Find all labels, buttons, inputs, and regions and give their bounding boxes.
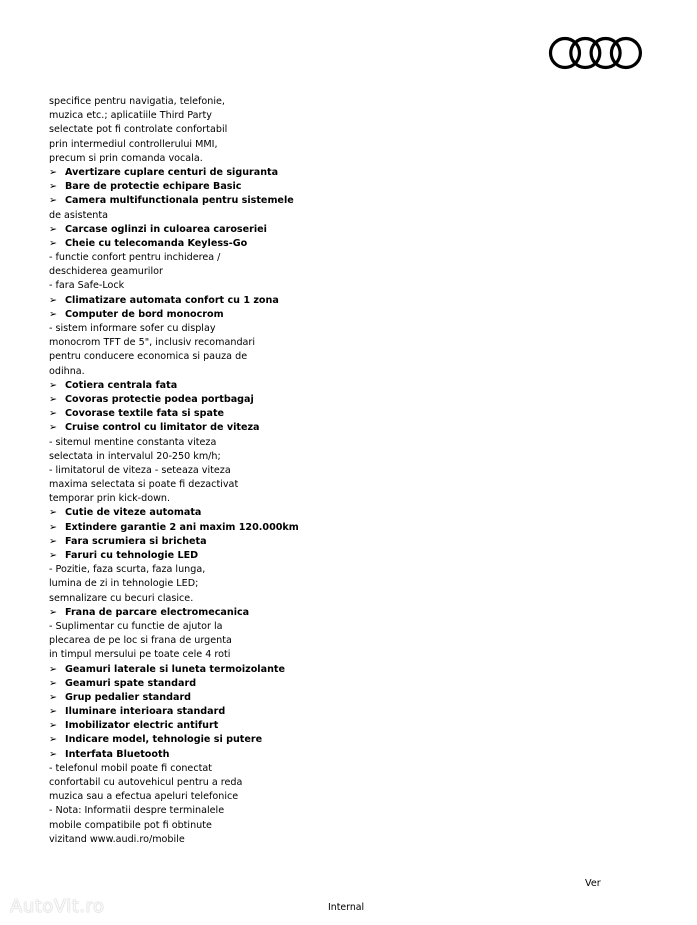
equipment-bullet-item: [49, 606, 379, 620]
description-line: selectate pot fi controlate confortabil: [49, 124, 228, 136]
description-line: - limitatorul de viteza - seteaza viteza: [49, 464, 231, 476]
equipment-list: [49, 95, 379, 847]
arrow-bullet-icon: ➢: [49, 748, 58, 760]
description-line: - sistem informare sofer cu display: [49, 323, 216, 334]
equipment-bullet-label: Faruri cu tehnologie LED: [65, 550, 199, 561]
arrow-bullet-icon: ➢: [49, 166, 58, 178]
equipment-bullet-label: Avertizare cuplare centuri de siguranta: [65, 166, 279, 178]
description-line: maxima selectata si poate fi dezactivat: [49, 479, 239, 491]
equipment-bullet-item: [49, 748, 379, 762]
equipment-bullet-item: [49, 393, 379, 407]
equipment-bullet-label: Cutie de viteze automata: [65, 507, 202, 519]
equipment-bullet-item: [49, 407, 379, 421]
equipment-bullet-item: [49, 421, 379, 435]
audi-logo: [548, 35, 643, 71]
description-line: - fara Safe-Lock: [49, 280, 125, 292]
arrow-bullet-icon: ➢: [49, 422, 58, 434]
description-line: muzica sau a efectua apeluri telefonice: [49, 791, 239, 803]
description-line: deschiderea geamurilor: [49, 266, 163, 278]
description-line: semnalizare cu becuri clasice.: [49, 592, 194, 604]
equipment-bullet-item: [49, 663, 379, 677]
arrow-bullet-icon: ➢: [49, 691, 58, 703]
equipment-bullet-item: [49, 719, 379, 733]
arrow-bullet-icon: ➢: [49, 720, 58, 732]
description-line: plecarea de pe loc si frana de urgenta: [49, 635, 232, 647]
equipment-bullet-label: Fara scrumiera si bricheta: [65, 535, 207, 547]
description-line: - functie confort pentru inchiderea /: [49, 252, 221, 264]
arrow-bullet-icon: ➢: [49, 606, 58, 618]
description-line: monocrom TFT de 5", inclusiv recomandari: [49, 337, 256, 349]
description-line: precum si prin comanda vocala.: [49, 152, 203, 164]
equipment-bullet-item: [49, 733, 379, 747]
equipment-bullet-item: [49, 521, 379, 535]
equipment-bullet-label: Geamuri laterale si luneta termoizolante: [65, 663, 285, 675]
equipment-bullet-label: Cruise control cu limitator de viteza: [65, 422, 260, 434]
equipment-bullet-item: [49, 677, 379, 691]
equipment-bullet-item: [49, 180, 379, 194]
equipment-bullet-label: Grup pedalier standard: [65, 691, 192, 703]
equipment-bullet-label: Cotiera centrala fata: [65, 379, 178, 391]
arrow-bullet-icon: ➢: [49, 237, 58, 249]
watermark: AutoVit.ro: [10, 896, 105, 917]
equipment-bullet-label: Indicare model, tehnologie si putere: [65, 734, 263, 746]
equipment-bullet-label: Imobilizator electric antifurt: [65, 720, 219, 732]
arrow-bullet-icon: ➢: [49, 294, 58, 306]
description-line: prin intermediul controllerului MMI,: [49, 138, 218, 150]
arrow-bullet-icon: ➢: [49, 195, 58, 207]
arrow-bullet-icon: ➢: [49, 663, 58, 675]
description-line: de asistenta: [49, 209, 108, 221]
description-line: lumina de zi in tehnologie LED;: [49, 578, 199, 590]
arrow-bullet-icon: ➢: [49, 393, 58, 405]
equipment-bullet-item: [49, 549, 379, 563]
arrow-bullet-icon: ➢: [49, 550, 58, 561]
equipment-bullet-item: [49, 294, 379, 308]
equipment-bullet-item: [49, 535, 379, 549]
description-line: confortabil cu autovehicul pentru a reda: [49, 777, 243, 788]
arrow-bullet-icon: ➢: [49, 677, 58, 689]
equipment-bullet-label: Bare de protectie echipare Basic: [65, 181, 242, 193]
description-line: selectata in intervalul 20-250 km/h;: [49, 450, 221, 462]
description-line: vizitand www.audi.ro/mobile: [49, 833, 185, 845]
equipment-bullet-label: Cheie cu telecomanda Keyless-Go: [65, 237, 248, 249]
footer-classification: Internal: [328, 902, 365, 913]
equipment-bullet-item: [49, 223, 379, 237]
equipment-bullet-item: [49, 506, 379, 520]
description-line: in timpul mersului pe toate cele 4 roti: [49, 649, 231, 661]
description-line: temporar prin kick-down.: [49, 493, 171, 505]
equipment-bullet-label: Geamuri spate standard: [65, 677, 197, 689]
arrow-bullet-icon: ➢: [49, 734, 58, 746]
arrow-bullet-icon: ➢: [49, 223, 58, 235]
description-line: pentru conducere economica si pauza de: [49, 351, 248, 363]
description-line: - Nota: Informatii despre terminalele: [49, 805, 225, 817]
equipment-bullet-item: [49, 379, 379, 393]
description-line: mobile compatibile pot fi obtinute: [49, 819, 212, 831]
arrow-bullet-icon: ➢: [49, 706, 58, 718]
equipment-bullet-label: Climatizare automata confort cu 1 zona: [65, 294, 279, 306]
equipment-bullet-item: [49, 194, 379, 208]
arrow-bullet-icon: ➢: [49, 507, 58, 519]
description-line: - Pozitie, faza scurta, faza lunga,: [49, 564, 206, 576]
equipment-bullet-label: Covoras protectie podea portbagaj: [65, 393, 254, 405]
equipment-bullet-label: Camera multifunctionala pentru sistemele: [65, 195, 294, 207]
equipment-bullet-item: [49, 166, 379, 180]
description-line: specifice pentru navigatia, telefonie,: [49, 96, 225, 107]
arrow-bullet-icon: ➢: [49, 181, 58, 193]
arrow-bullet-icon: ➢: [49, 379, 58, 391]
arrow-bullet-icon: ➢: [49, 408, 58, 420]
equipment-bullet-label: Computer de bord monocrom: [65, 308, 224, 320]
description-line: - sitemul mentine constanta viteza: [49, 436, 217, 448]
description-line: muzica etc.; aplicatiile Third Party: [49, 110, 212, 122]
description-line: odihna.: [49, 365, 85, 377]
description-line: - telefonul mobil poate fi conectat: [49, 762, 213, 774]
footer-version: Ver: [585, 878, 601, 889]
equipment-bullet-item: [49, 308, 379, 322]
equipment-bullet-label: Carcase oglinzi in culoarea caroseriei: [65, 223, 267, 235]
equipment-bullet-item: [49, 237, 379, 251]
equipment-bullet-label: Covorase textile fata si spate: [65, 408, 225, 420]
equipment-bullet-label: Interfata Bluetooth: [65, 748, 170, 760]
equipment-bullet-item: [49, 705, 379, 719]
equipment-bullet-label: Iluminare interioara standard: [65, 706, 226, 718]
arrow-bullet-icon: ➢: [49, 535, 58, 547]
equipment-bullet-item: [49, 691, 379, 705]
arrow-bullet-icon: ➢: [49, 308, 58, 320]
equipment-bullet-label: Frana de parcare electromecanica: [65, 606, 250, 618]
arrow-bullet-icon: ➢: [49, 521, 58, 533]
description-line: - Suplimentar cu functie de ajutor la: [49, 620, 223, 632]
equipment-bullet-label: Extindere garantie 2 ani maxim 120.000km: [65, 521, 299, 533]
